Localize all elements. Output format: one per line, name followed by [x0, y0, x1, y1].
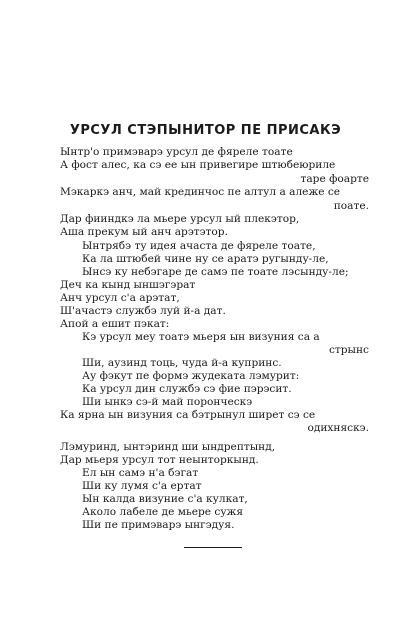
- poem-line: Ка ярна ын визуния са бэтрынул ширет сэ се: [60, 409, 316, 421]
- poem-line: Ши, аузинд тоць, чуда й-а купринс.: [82, 357, 282, 369]
- section-divider-rule: [184, 547, 242, 548]
- poem-line: Ка ла штюбей чине ну се аратэ ругынду-ле,: [82, 253, 329, 265]
- poem-line: Ынтрябэ ту идея ачаста де фяреле тоате,: [82, 240, 316, 252]
- poem-line: Деч ка кынд ыншэгэрат: [60, 279, 196, 291]
- poem-line: Ши ку лумя с'а ертат: [82, 480, 202, 492]
- poem-line-overflow: стрынс: [328, 344, 369, 356]
- poem-line: Дар мьеря урсул тот неынторкынд.: [60, 454, 259, 466]
- poem-line: Аколо лабеле де мьере сужя: [82, 506, 244, 518]
- poem-line: Ши пе примэварэ ынгэдуя.: [82, 519, 235, 531]
- poem-line: Анч урсул с'а арэтат,: [60, 292, 180, 304]
- poem-line: Ка урсул дин службэ сэ фие пэрэсит.: [82, 383, 292, 395]
- poem-line: Ел ын самэ н'а бэгат: [82, 467, 199, 479]
- poem-line: Дар фииндкэ ла мьере урсул ый плекэтор,: [60, 213, 300, 225]
- poem-line: Ынсэ ку небэгаре де самэ пе тоате лэсынду-ле;: [82, 266, 349, 278]
- poem-line: Мэкаркэ анч, май крединчос пе алтул а алеже се: [60, 186, 341, 198]
- poem-title: УРСУЛ СТЭПЫНИТОР ПЕ ПРИСАКЭ: [69, 123, 342, 138]
- poem-line: Аша прекум ый анч арэтэтор.: [60, 226, 228, 238]
- poem-line-overflow: тарe фоарте: [300, 173, 369, 185]
- poem-line-overflow: одихняскэ.: [307, 422, 369, 434]
- poem-line: Ын калда визуние с'а кулкат,: [82, 493, 248, 505]
- poem-line: Апой а ешит пэкат:: [60, 318, 170, 330]
- poem-line: Лэмуринд, ынтэринд ши ындрептынд,: [60, 441, 276, 453]
- poem-line: Кэ урсул меу тоатэ мьеря ын визуния са а: [82, 331, 320, 343]
- poem-line: Ш'ачастэ службэ луй й-а дат.: [60, 305, 226, 317]
- poem-line: Ши ынкэ сэ-й май поронческэ: [82, 396, 253, 408]
- poem-line: Ау фэкут пе формэ жудеката лэмурит:: [82, 370, 300, 382]
- poem-line-overflow: поате.: [333, 200, 369, 212]
- poem-line: А фост алес, ка сэ ее ын привегире штюбеюриле: [60, 159, 336, 171]
- poem-line: Ынтр'о примэварэ урсул де фяреле тоате: [60, 146, 293, 158]
